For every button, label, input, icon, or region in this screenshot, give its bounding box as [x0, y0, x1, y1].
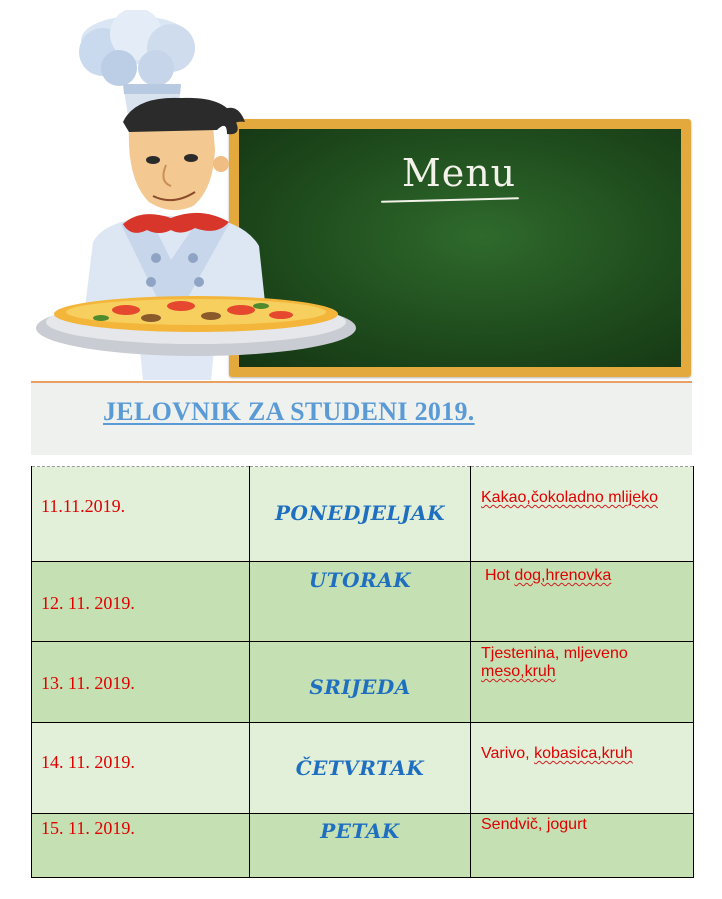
- chef-illustration: [31, 10, 361, 382]
- date-text: 14. 11. 2019.: [41, 752, 135, 772]
- table-row: [32, 642, 694, 723]
- meal-cell: [471, 562, 694, 642]
- date-text: 12. 11. 2019.: [41, 593, 135, 613]
- menu-table: [31, 466, 694, 878]
- day-cell: [250, 723, 471, 814]
- table-row: [32, 814, 694, 878]
- meal-cell: [471, 814, 694, 878]
- meal-text-marked: meso,kruh: [481, 663, 556, 680]
- date-cell: [32, 562, 250, 642]
- chalkboard-underline: [381, 197, 519, 203]
- chef-face-icon: [123, 98, 245, 210]
- date-text: 13. 11. 2019.: [41, 673, 135, 693]
- meal-text-marked: kobasica,kruh: [534, 745, 633, 762]
- meal-text-plain: Hot: [485, 567, 515, 584]
- date-cell: [32, 642, 250, 723]
- meal-text-plain: Sendvič, jogurt: [481, 816, 587, 833]
- meal-text: [481, 816, 689, 834]
- day-text: PETAK: [320, 819, 400, 843]
- date-text: 15. 11. 2019.: [41, 818, 135, 838]
- day-text: UTORAK: [308, 568, 412, 592]
- day-text: PONEDJELJAK: [275, 501, 445, 525]
- day-text: ČETVRTAK: [295, 756, 425, 780]
- table-row: [32, 467, 694, 562]
- table-row: [32, 562, 694, 642]
- meal-text-plain: Tjestenina, mljeveno: [481, 645, 628, 662]
- meal-text: [481, 489, 689, 507]
- meal-text: [481, 745, 689, 763]
- date-cell: [32, 723, 250, 814]
- date-text: 11.11.2019.: [41, 496, 126, 516]
- title-bar: [31, 383, 692, 455]
- meal-cell: [471, 723, 694, 814]
- meal-cell: [471, 642, 694, 723]
- moustache-icon: [123, 213, 229, 233]
- meal-text: [481, 645, 689, 681]
- date-cell: [32, 814, 250, 878]
- date-cell: [32, 467, 250, 562]
- meal-cell: [471, 467, 694, 562]
- meal-text-marked: Kakao,čokoladno mlijeko: [481, 489, 658, 506]
- table-row: [32, 723, 694, 814]
- day-cell: [250, 467, 471, 562]
- meal-text: [485, 567, 689, 585]
- day-text: SRIJEDA: [309, 675, 411, 699]
- chalkboard-menu-text: Menu: [401, 151, 517, 195]
- pizza-icon: [36, 296, 356, 356]
- menu-banner: [31, 10, 692, 382]
- day-cell: [250, 814, 471, 878]
- meal-text-marked: dog,hrenovka: [514, 567, 612, 584]
- day-cell: [250, 642, 471, 723]
- meal-text-plain: Varivo,: [481, 745, 535, 762]
- page-title: JELOVNIK ZA STUDENI 2019.: [103, 397, 475, 426]
- day-cell: [250, 562, 471, 642]
